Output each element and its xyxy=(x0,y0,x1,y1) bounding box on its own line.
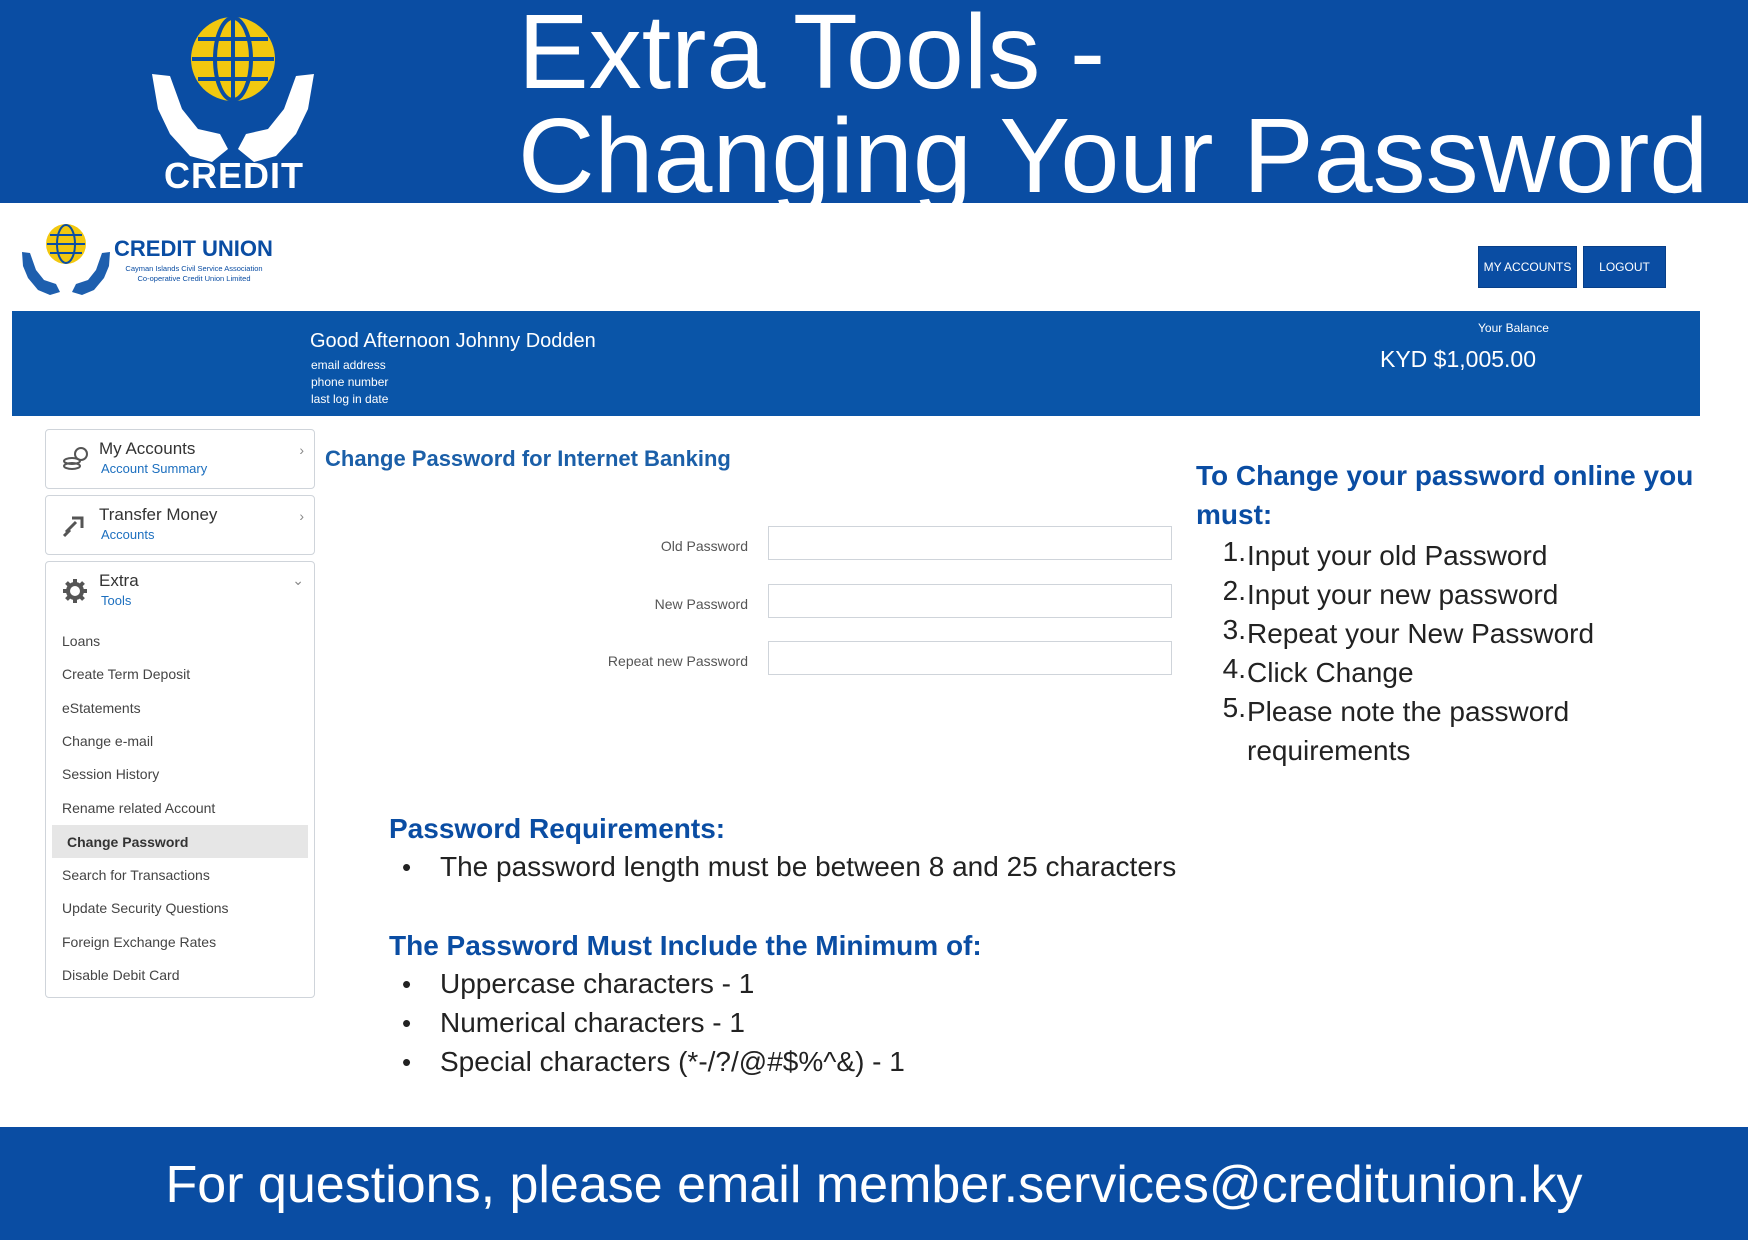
title-line-2: Changing Your Password xyxy=(518,97,1709,215)
instructions-title: To Change your password online you must: xyxy=(1196,460,1694,530)
minimum-item: Special characters (*-/?/@#$%^&) - 1 xyxy=(440,1046,905,1077)
requirement-item: The password length must be between 8 and 25 characters xyxy=(440,851,1177,882)
sidebar-item-title: My Accounts xyxy=(99,439,196,458)
menu-item-rename-account[interactable]: Rename related Account xyxy=(62,800,216,816)
greeting: Good Afternoon Johnny Dodden xyxy=(310,330,596,352)
footer-contact-text: For questions, please email member.services@creditunion.ky xyxy=(165,1156,1583,1214)
app-logo-brand: CREDIT UNION xyxy=(114,236,273,261)
minimum-item: Uppercase characters - 1 xyxy=(440,968,755,999)
sidebar-item-subtitle: Tools xyxy=(101,593,132,608)
bullet-icon: • xyxy=(402,1008,412,1038)
minimum-item: Numerical characters - 1 xyxy=(440,1007,745,1038)
step-number: 4. xyxy=(1222,653,1246,684)
sidebar-item-my-accounts[interactable] xyxy=(45,429,315,489)
app-logo-subtitle: Cayman Islands Civil Service Association xyxy=(125,264,263,273)
sidebar-item-title: Extra xyxy=(99,571,139,590)
step-item: Click Change xyxy=(1247,657,1414,688)
new-password-label: New Password xyxy=(654,596,748,612)
coins-icon xyxy=(62,446,88,472)
menu-item-change-email[interactable]: Change e-mail xyxy=(62,733,154,749)
menu-item-security-questions[interactable]: Update Security Questions xyxy=(62,900,229,916)
user-email: email address xyxy=(311,358,386,372)
menu-item-estatements[interactable]: eStatements xyxy=(62,700,141,716)
chevron-down-icon: ⌄ xyxy=(292,572,304,588)
menu-item-search-transactions[interactable]: Search for Transactions xyxy=(62,867,210,883)
step-number: 1. xyxy=(1222,536,1246,567)
menu-item-loans[interactable]: Loans xyxy=(62,633,101,649)
logout-button[interactable]: LOGOUT xyxy=(1583,246,1666,288)
app-logo-subtitle-2: Co-operative Credit Union Limited xyxy=(137,274,251,283)
sidebar-item-subtitle: Accounts xyxy=(101,527,155,542)
my-accounts-button[interactable]: MY ACCOUNTS xyxy=(1478,246,1577,288)
old-password-label: Old Password xyxy=(660,538,748,554)
user-last-login: last log in date xyxy=(311,392,389,406)
minimum-heading: The Password Must Include the Minimum of: xyxy=(389,930,982,961)
form-title: Change Password for Internet Banking xyxy=(325,446,731,471)
title-line-1: Extra Tools - xyxy=(518,0,1106,111)
chevron-right-icon: › xyxy=(299,508,304,524)
step-number: 3. xyxy=(1222,614,1246,645)
step-number: 2. xyxy=(1222,575,1246,606)
bullet-icon: • xyxy=(402,852,412,882)
step-number: 5. xyxy=(1222,692,1246,723)
bullet-icon: • xyxy=(402,1047,412,1077)
menu-item-change-password[interactable]: Change Password xyxy=(67,834,189,850)
step-item: Please note the password requirements xyxy=(1247,696,1570,766)
transfer-icon xyxy=(62,512,88,538)
menu-item-disable-debit-card[interactable]: Disable Debit Card xyxy=(62,967,180,983)
balance-value: KYD $1,005.00 xyxy=(1380,346,1537,372)
step-item: Repeat your New Password xyxy=(1247,618,1595,649)
bullet-icon: • xyxy=(402,969,412,999)
banner-brand: CREDIT UNION xyxy=(164,155,304,238)
user-phone: phone number xyxy=(311,375,389,389)
repeat-password-input[interactable] xyxy=(768,641,1172,675)
step-item: Input your old Password xyxy=(1247,540,1548,571)
balance-label: Your Balance xyxy=(1478,321,1549,335)
sidebar-item-title: Transfer Money xyxy=(99,505,218,524)
requirements-heading: Password Requirements: xyxy=(389,813,726,844)
sidebar-item-transfer-money[interactable] xyxy=(45,495,315,555)
chevron-right-icon: › xyxy=(299,442,304,458)
sidebar-item-subtitle: Account Summary xyxy=(101,461,208,476)
menu-item-create-term-deposit[interactable]: Create Term Deposit xyxy=(62,666,191,682)
new-password-input[interactable] xyxy=(768,584,1172,618)
repeat-password-label: Repeat new Password xyxy=(607,653,748,669)
gear-icon xyxy=(62,578,88,604)
menu-item-session-history[interactable]: Session History xyxy=(62,766,160,782)
page-title xyxy=(518,0,1709,215)
menu-item-fx-rates[interactable]: Foreign Exchange Rates xyxy=(62,934,217,950)
old-password-input[interactable] xyxy=(768,526,1172,560)
step-item: Input your new password xyxy=(1247,579,1559,610)
